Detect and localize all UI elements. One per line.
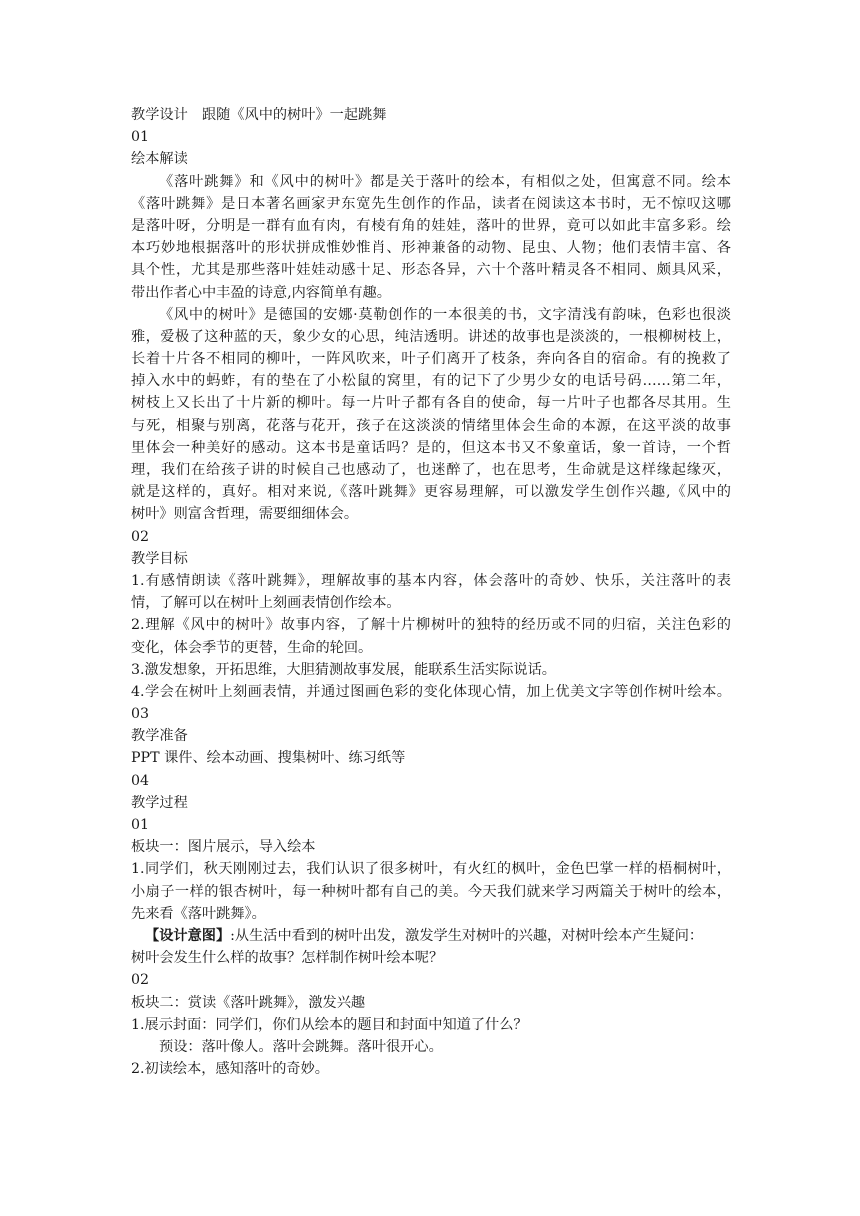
paragraph-line: 长着十片各不相同的柳叶，一阵风吹来，叶子们离开了枝条，奔向各自的宿命。有的挽救了: [131, 351, 731, 368]
block-title: 板块一：图片展示，导入绘本: [131, 839, 316, 856]
objective-line: 4.学会在树叶上刻画表情，并通过图画色彩的变化体现心情，加上优美文字等创作树叶绘本。: [131, 683, 731, 700]
paragraph-line: 掉入水中的蚂蚱，有的垫在了小松鼠的窝里，有的记下了少男少女的电话号码……第二年，: [131, 373, 731, 390]
paragraph-line: 树叶》则富含哲理，需要细细体会。: [131, 506, 359, 523]
design-intent-text: :从生活中看到的树叶出发，激发学生对树叶的兴趣，对树叶绘本产生疑问：: [230, 927, 704, 944]
block-number: 02: [131, 972, 150, 989]
paragraph-line: 本巧妙地根据落叶的形状拼成惟妙惟肖、形神兼备的动物、昆虫、人物；他们表情丰富、各: [131, 240, 731, 257]
objective-line: 2.理解《风中的树叶》故事内容，了解十片柳树叶的独特的经历或不同的归宿，关注色彩的: [131, 617, 731, 634]
section-number: 04: [131, 772, 150, 789]
design-intent-line: 树叶会发生什么样的故事？怎样制作树叶绘本呢？: [131, 950, 444, 967]
objective-line: 3.激发想象，开拓思维，大胆猜测故事发展，能联系生活实际说话。: [131, 661, 556, 678]
section-heading: 教学过程: [131, 794, 188, 811]
paragraph-line: 理，我们在给孩子讲的时候自己也感动了，也迷醉了，也在思考，生命就是这样缘起缘灭，: [131, 462, 731, 478]
section-heading: 绘本解读: [131, 151, 188, 168]
paragraph-line: 《风中的树叶》是德国的安娜·莫勒创作的一本很美的书，文字清浅有韵味，色彩也很淡: [159, 306, 731, 323]
paragraph-line: 里体会一种美好的感动。这本书是童话吗？是的，但这本书又不象童话，象一首诗，一个哲: [131, 439, 731, 456]
paragraph-line: 具个性，尤其是那些落叶娃娃动感十足、形态各异，六十个落叶精灵各不相同、颇具风采，: [131, 262, 731, 279]
process-line: 1.同学们，秋天刚刚过去，我们认识了很多树叶，有火红的枫叶，金色巴掌一样的梧桐树叶，: [131, 861, 731, 878]
section-heading: 教学准备: [131, 728, 188, 745]
objective-line: 变化，体会季节的更替，生命的轮回。: [131, 639, 373, 656]
process-line: 1.展示封面：同学们，你们从绘本的题目和封面中知道了什么？: [131, 1016, 528, 1033]
objective-line: 情，了解可以在树叶上刻画表情创作绘本。: [131, 595, 401, 612]
section-heading: 教学目标: [131, 550, 188, 567]
paragraph-line: 《落叶跳舞》是日本著名画家尹东宽先生创作的作品，读者在阅读这本书时，无不惊叹这哪: [131, 195, 731, 212]
section-number: 02: [131, 528, 150, 545]
design-intent: [131, 925, 731, 947]
design-intent-label: 【设计意图】: [145, 927, 231, 944]
paragraph-line: 树枝上又长出了十片新的柳叶。每一片叶子都有各自的使命，每一片叶子也都各尽其用。生: [131, 395, 731, 412]
document-title: 教学设计 跟随《风中的树叶》一起跳舞: [131, 107, 387, 123]
process-line: 小扇子一样的银杏树叶，每一种树叶都有自己的美。今天我们就来学习两篇关于树叶的绘本，: [131, 883, 731, 900]
section-number: 01: [131, 129, 150, 146]
paragraph-line: 与死，相聚与别离，花落与花开，孩子在这淡淡的情绪里体会生命的本源，在这平淡的故事: [131, 417, 731, 434]
document-body: [131, 104, 731, 1080]
paragraph-line: 就是这样的，真好。相对来说,《落叶跳舞》更容易理解，可以激发学生创作兴趣,《风中的: [131, 484, 731, 501]
preparation-text: PPT 课件、绘本动画、搜集树叶、练习纸等: [131, 750, 406, 767]
paragraph: [131, 304, 731, 526]
paragraph: [131, 171, 731, 304]
process-line: 先来看《落叶跳舞》。: [131, 905, 266, 922]
paragraph-line: 带出作者心中丰盈的诗意,内容简单有趣。: [131, 284, 391, 301]
block-title: 板块二：赏读《落叶跳舞》，激发兴趣: [131, 994, 366, 1011]
paragraph-line: 《落叶跳舞》和《风中的树叶》都是关于落叶的绘本，有相似之处，但寓意不同。绘本: [159, 173, 731, 190]
paragraph-line: 是落叶呀，分明是一群有血有肉，有棱有角的娃娃，落叶的世界，竟可以如此丰富多彩。绘: [131, 217, 731, 234]
paragraph-line: 雅，爱极了这种蓝的天，象少女的心思，纯洁透明。讲述的故事也是淡淡的，一根柳树枝上，: [131, 328, 731, 345]
section-number: 03: [131, 706, 150, 723]
process-line: 预设：落叶像人。落叶会跳舞。落叶很开心。: [159, 1038, 443, 1055]
block-number: 01: [131, 817, 150, 833]
objective-line: 1.有感情朗读《落叶跳舞》，理解故事的基本内容，体会落叶的奇妙、快乐，关注落叶的表: [131, 572, 731, 589]
process-line: 2.初读绘本，感知落叶的奇妙。: [131, 1061, 329, 1078]
